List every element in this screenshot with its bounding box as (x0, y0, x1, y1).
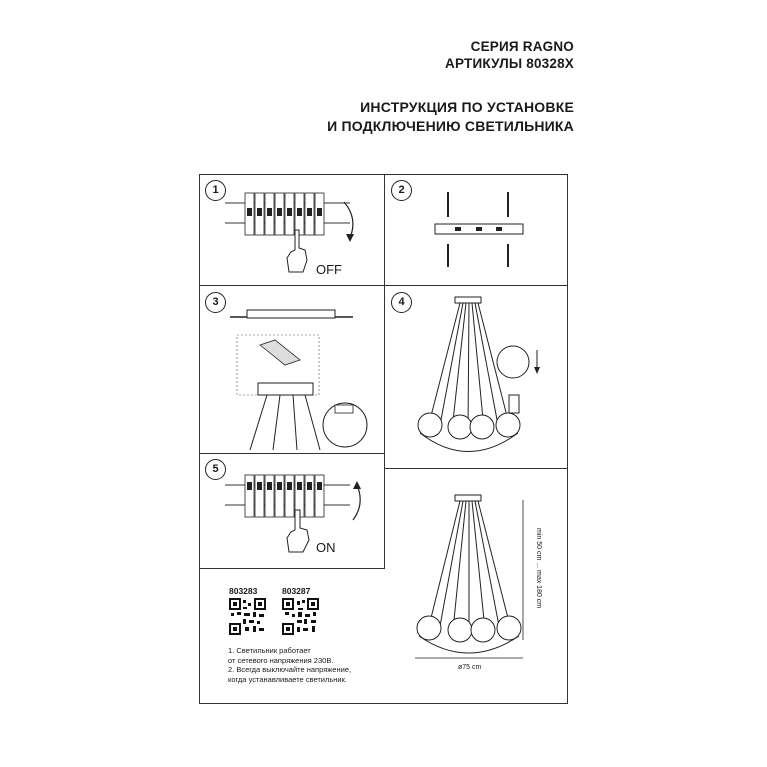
height-dimension: min 50 cm ... max 180 cm (535, 528, 542, 609)
note-1-line-1: 1. Светильник работает (228, 646, 311, 655)
row-divider-right (384, 468, 568, 469)
note-1-line-2: от сетевого напряжения 230В. (228, 655, 334, 665)
articles-title: АРТИКУЛЫ 80328X (445, 56, 574, 71)
breaker-panel-on-icon (225, 470, 375, 560)
hand-icon (285, 230, 315, 275)
globe-shade-icon (495, 340, 543, 430)
qr-code-label-2: 803287 (282, 586, 311, 596)
qr-code-icon[interactable] (229, 598, 266, 635)
step-5-number: 5 (205, 459, 226, 480)
wiring-diagram-icon (225, 305, 385, 455)
instruction-title-line2: И ПОДКЛЮЧЕНИЮ СВЕТИЛЬНИКА (327, 118, 574, 134)
step-2-number: 2 (391, 180, 412, 201)
off-label: OFF (316, 262, 342, 277)
qr-code-label-1: 803283 (229, 586, 258, 596)
mounting-bracket-icon (430, 192, 530, 272)
note-2-line-2: когда устанавливаете светильник. (228, 674, 347, 684)
instruction-title-line1: ИНСТРУКЦИЯ ПО УСТАНОВКЕ (360, 99, 574, 115)
safety-notes (228, 646, 378, 684)
step-1-number: 1 (205, 180, 226, 201)
header-block (445, 38, 574, 72)
row-divider-1 (199, 285, 568, 286)
diameter-dimension: ø75 cm (458, 664, 482, 671)
step-3-number: 3 (205, 292, 226, 313)
rotate-arrow-icon (340, 200, 364, 245)
note-2-line-1: 2. Всегда выключайте напряжение, (228, 665, 352, 674)
qr-code-icon-2[interactable] (282, 598, 319, 635)
on-label: ON (316, 540, 336, 555)
row-divider-3 (199, 568, 385, 569)
column-divider-lower (384, 453, 385, 569)
step-4-number: 4 (391, 292, 412, 313)
instruction-title (327, 98, 574, 136)
series-title: СЕРИЯ RAGNO (470, 39, 574, 54)
chandelier-dimensions-icon (405, 490, 535, 665)
